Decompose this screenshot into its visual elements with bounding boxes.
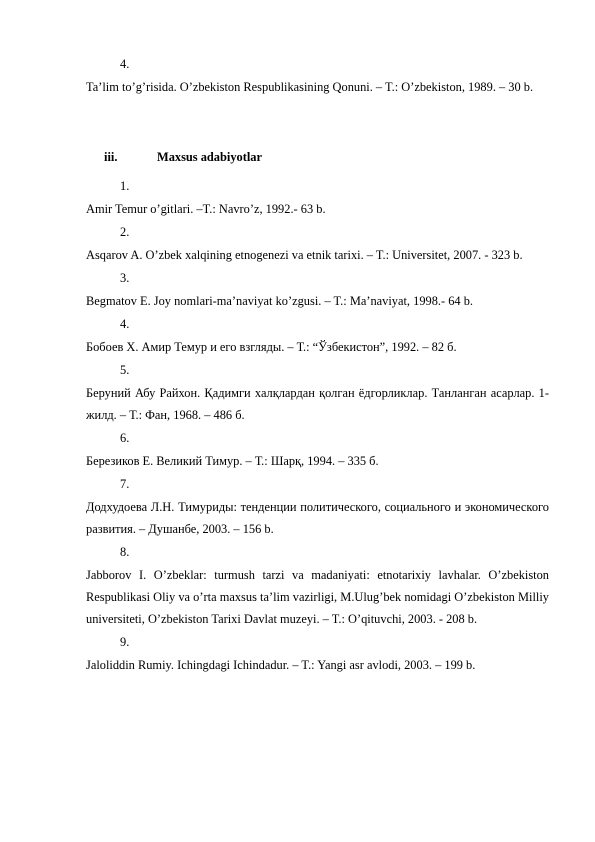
bibliography-entry [86,174,549,220]
bibliography-entry [86,266,549,312]
entry-text: Begmatov E. Joy nomlari-ma’naviyat ko’zgusi. – T.: Ma’naviyat, 1998.- 64 b. [86,294,474,308]
bibliography-entry [86,540,549,630]
entry-number: 7. [120,477,130,491]
bibliography-entry [86,358,549,426]
entry-number: 4. [120,317,130,331]
bibliography-entry [86,312,549,358]
bibliography-entry [86,426,549,472]
entry-number: 8. [120,545,130,559]
bibliography-entry [86,630,549,676]
entry-text: Бобоев Х. Амир Темур и его взгляды. – Т.: “Ўзбекистон”, 1992. – 82 б. [86,340,457,354]
bibliography-entry [86,220,549,266]
bibliography [86,52,549,676]
entry-text: Asqarov A. O’zbek xalqining etnogenezi va etnik tarixi. – T.: Universitet, 2007. - 323 b. [86,248,523,262]
entry-text: Jabborov I. O’zbeklar: turmush tarzi va madaniyati: etnotarixiy lavhalar. O’zbekiston Respublikasi Oliy va o’rta maxsus ta’lim vazirligi, M.Ulug’bek nomidagi O’zbekiston Milliy universiteti, O’zbekiston Tarixi Davlat muzeyi. – T.: O’qituvchi, 2003. - 208 b. [86,568,549,626]
entry-number: 1. [120,179,130,193]
section-number: iii. [104,150,118,164]
entry-text: Ta’lim to’g’risida. O’zbekiston Respublikasining Qonuni. – T.: O’zbekiston, 1989. – 30 b. [86,80,534,94]
entry-text: Jaloliddin Rumiy. Ichingdagi Ichindadur. – T.: Yangi asr avlodi, 2003. – 199 b. [86,658,476,672]
entry-number: 9. [120,635,130,649]
entry-text: Березиков Е. Великий Тимур. – Т.: Шарқ, 1994. – 335 б. [86,454,379,468]
entry-number: 4. [120,57,130,71]
entry-number: 2. [120,225,130,239]
entry-number: 3. [120,271,130,285]
entry-number: 6. [120,431,130,445]
section-heading [86,140,549,174]
section-spacer [86,98,549,140]
entry-text: Беруний Абу Райхон. Қадимги халқлардан қолган ёдгорликлар. Танланган асарлар. 1-жилд. – Т.: Фан, 1968. – 486 б. [86,386,549,422]
entry-text: Додхудоева Л.Н. Тимуриды: тенденции политического, социального и экономического развития. – Душанбе, 2003. – 156 b. [86,500,549,536]
entry-number: 5. [120,363,130,377]
entry-text: Amir Temur o’gitlari. –T.: Navro’z, 1992.- 63 b. [86,202,326,216]
bibliography-entry [86,52,549,98]
section-title: Maxsus adabiyotlar [157,150,262,164]
bibliography-entry [86,472,549,540]
